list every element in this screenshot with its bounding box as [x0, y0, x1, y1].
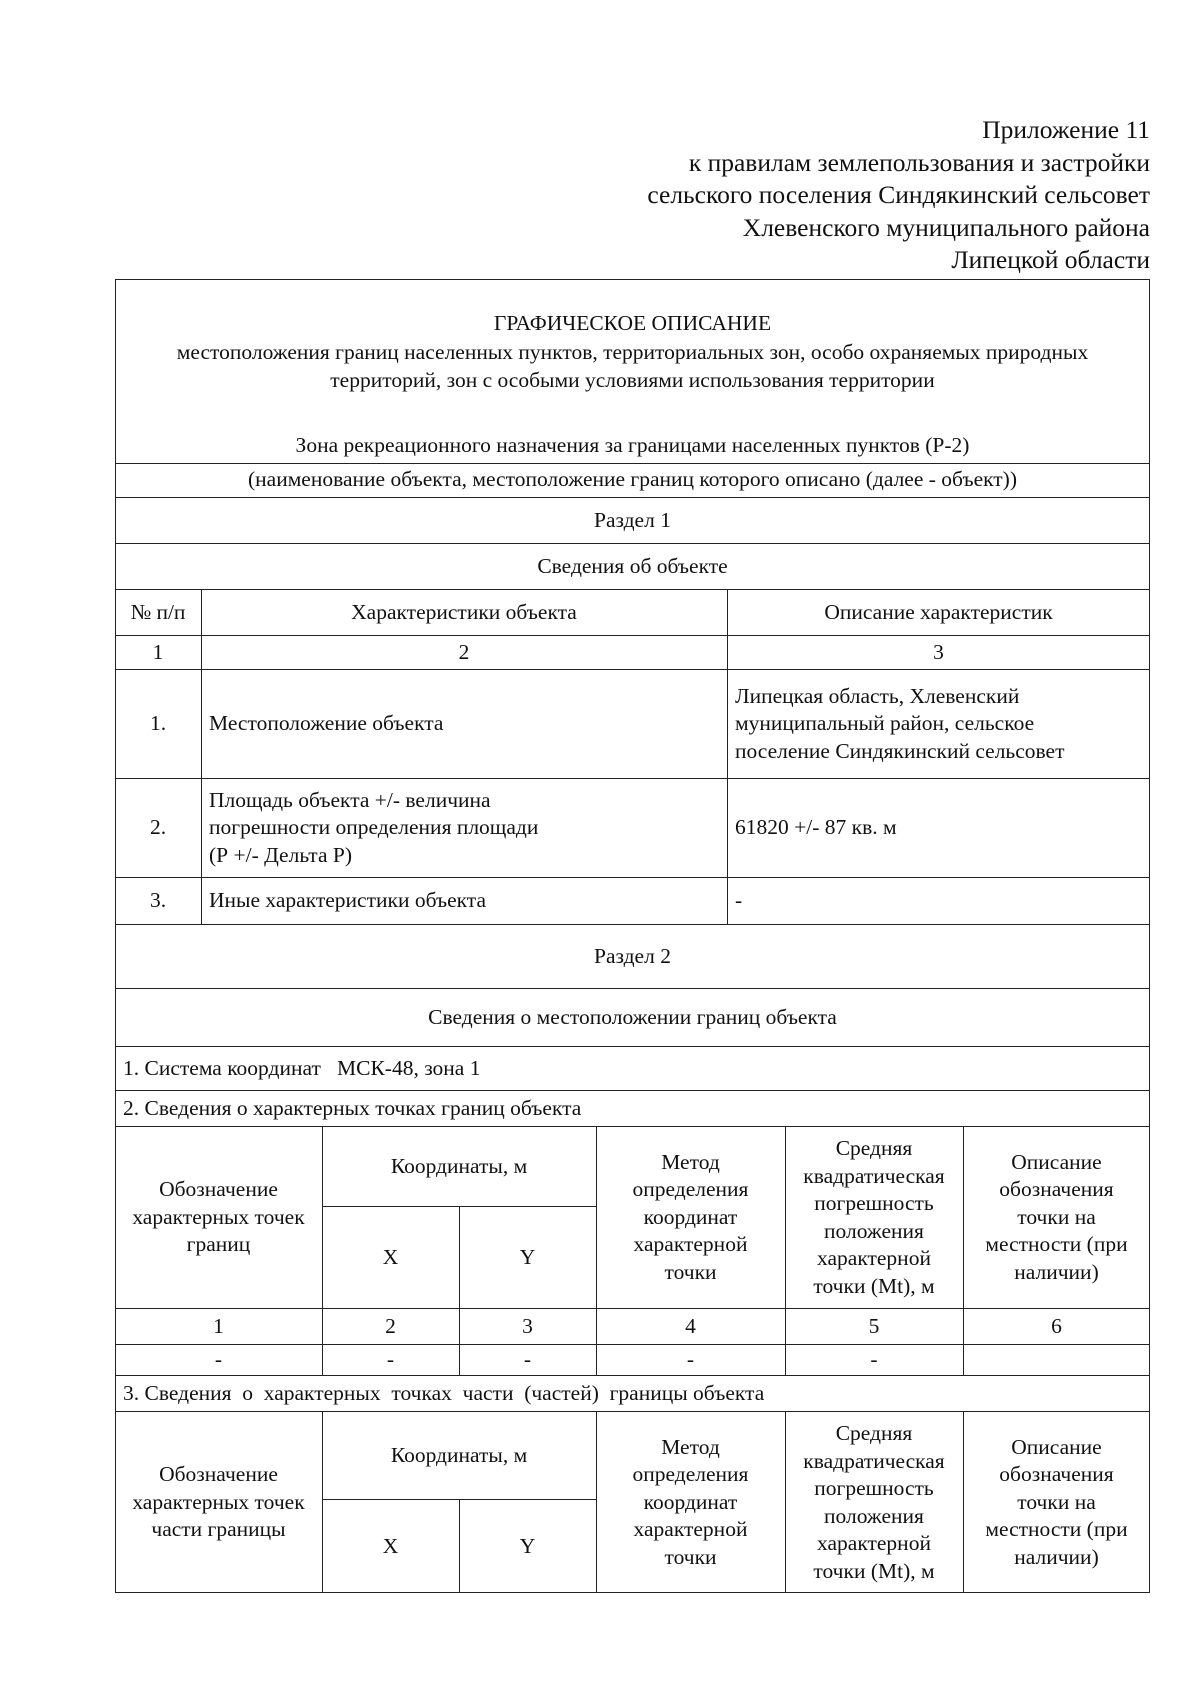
- parts-col-coords: Координаты, м: [390, 1442, 528, 1467]
- row-characteristic-line: погрешности определения площади: [209, 815, 539, 840]
- column-header-characteristics: Характеристики объекта: [351, 599, 577, 624]
- header-line: точки (Mt), м: [813, 1273, 935, 1298]
- row-characteristic-line: Площадь объекта +/- величина: [209, 787, 491, 812]
- header-line: точки на: [1017, 1489, 1096, 1514]
- header-line: точки: [664, 1544, 717, 1569]
- parts-title-text: 3. Сведения о характерных точках части (частей) границы объекта: [123, 1380, 765, 1405]
- header-line: Описание: [1011, 1434, 1102, 1459]
- table-cell: -: [386, 1347, 395, 1372]
- column-number: 3: [522, 1313, 533, 1338]
- column-number: 2: [385, 1313, 396, 1338]
- header-line: точки на: [1017, 1204, 1096, 1229]
- column-number: 1: [152, 639, 164, 664]
- form-subtitle-line: местоположения границ населенных пунктов, территориальных зон, особо охраняемых природных: [176, 340, 1089, 364]
- column-header-description: Описание характеристик: [824, 599, 1053, 624]
- header-line: обозначения: [999, 1177, 1114, 1202]
- form-subtitle-line: территорий, зон с особыми условиями использования территории: [330, 368, 935, 392]
- header-line: определения: [632, 1177, 749, 1202]
- table-cell: [963, 1345, 1150, 1375]
- column-number: 3: [933, 639, 944, 664]
- header-line: границ: [186, 1232, 251, 1257]
- points-col-description: [963, 1127, 1150, 1308]
- header-line: обозначения: [999, 1462, 1114, 1487]
- column-header-number: № п/п: [130, 599, 186, 624]
- header-line: характерной: [817, 1246, 931, 1270]
- column-number: 4: [685, 1313, 696, 1338]
- row-characteristic-text: Иные характеристики объекта: [209, 888, 487, 913]
- row-description-line: муниципальный район, сельское: [735, 711, 1035, 736]
- coordinate-system-text: 1. Система координат МСК-48, зона 1: [123, 1055, 481, 1080]
- form-title: ГРАФИЧЕСКОЕ ОПИСАНИЕ: [493, 311, 772, 335]
- header-line: сельского поселения Синдякинский сельсовет: [647, 180, 1150, 209]
- header-line: погрешность: [814, 1191, 934, 1215]
- row-description-text: -: [735, 888, 743, 913]
- header-line: к правилам землепользования и застройки: [688, 147, 1150, 177]
- row-characteristic-text: Местоположение объекта: [209, 711, 444, 736]
- parts-col-error: [785, 1412, 963, 1593]
- header-line: характерной: [633, 1232, 748, 1257]
- table-cell: -: [214, 1347, 223, 1372]
- section2-label: Раздел 2: [594, 943, 671, 968]
- header-line: координат: [643, 1489, 738, 1514]
- row-description: [727, 779, 1150, 877]
- row-description: [727, 670, 1150, 778]
- object-caption: (наименование объекта, местоположение границ которого описано (далее - объект)): [247, 467, 1017, 491]
- table-cell: -: [523, 1347, 532, 1372]
- parts-col-y: Y: [519, 1533, 536, 1558]
- points-col-x: X: [382, 1244, 399, 1269]
- table-cell: -: [870, 1347, 878, 1372]
- row-description-line: поселение Синдякинский сельсовет: [735, 738, 1065, 763]
- header-line: местности (при: [985, 1517, 1128, 1542]
- column-number: 6: [1051, 1313, 1062, 1338]
- header-line: Описание: [1011, 1149, 1102, 1174]
- row-characteristic-line: (Р +/- Дельта Р): [209, 842, 353, 867]
- parts-col-method: [596, 1412, 785, 1593]
- points-col-y: Y: [519, 1244, 536, 1269]
- section1-title: Сведения об объекте: [537, 553, 728, 578]
- row-number: 3.: [149, 888, 167, 913]
- parts-col-x: X: [382, 1533, 399, 1558]
- row-characteristic: [201, 779, 727, 877]
- header-line: квадратическая: [803, 1448, 945, 1473]
- table-cell: -: [686, 1347, 695, 1372]
- header-line: Липецкой области: [951, 245, 1150, 274]
- header-line: Приложение 11: [982, 115, 1150, 144]
- header-line: точки: [664, 1259, 717, 1284]
- header-line: Обозначение: [159, 1177, 278, 1202]
- header-line: Средняя: [835, 1421, 913, 1445]
- points-title: [115, 1091, 1150, 1126]
- points-col-method: [596, 1127, 785, 1308]
- row-number: 1.: [149, 711, 167, 736]
- divider: [115, 463, 1150, 464]
- column-number: 1: [213, 1313, 224, 1338]
- header-line: наличии): [1014, 1544, 1099, 1569]
- header-line: положения: [824, 1503, 924, 1528]
- header-line: характерной: [633, 1517, 748, 1542]
- header-line: Метод: [661, 1434, 720, 1459]
- object-name: Зона рекреационного назначения за границами населенных пунктов (Р-2): [295, 433, 970, 457]
- header-line: квадратическая: [803, 1163, 945, 1188]
- parts-col-description: [963, 1412, 1150, 1593]
- row-description: [727, 878, 1150, 924]
- row-characteristic: [201, 878, 727, 924]
- header-line: положения: [824, 1218, 924, 1243]
- points-col-error: [785, 1127, 963, 1308]
- document-header: [560, 114, 1150, 277]
- parts-col-designation: [115, 1412, 322, 1593]
- coordinate-system: [115, 1047, 1150, 1090]
- header-line: погрешность: [814, 1476, 934, 1500]
- row-description-line: Липецкая область, Хлевенский: [735, 683, 1020, 708]
- header-line: Хлевенского муниципального района: [742, 212, 1150, 242]
- header-line: координат: [643, 1204, 738, 1229]
- row-description-text: 61820 +/- 87 кв. м: [735, 815, 897, 840]
- row-characteristic: [201, 670, 727, 778]
- header-line: части границы: [151, 1517, 286, 1542]
- header-line: наличии): [1014, 1259, 1099, 1284]
- header-line: Средняя: [835, 1136, 913, 1160]
- header-line: определения: [632, 1462, 749, 1487]
- header-line: точки (Mt), м: [813, 1558, 935, 1583]
- points-col-designation: [115, 1127, 322, 1308]
- points-col-coords: Координаты, м: [390, 1153, 528, 1178]
- header-line: характерных точек: [132, 1489, 305, 1514]
- header-line: характерных точек: [132, 1204, 305, 1229]
- header-line: Метод: [661, 1149, 720, 1174]
- column-number: 5: [868, 1313, 880, 1338]
- header-line: Обозначение: [159, 1462, 278, 1487]
- column-number: 2: [458, 639, 470, 664]
- row-number: 2.: [149, 815, 167, 840]
- header-line: местности (при: [985, 1232, 1128, 1257]
- points-title-text: 2. Сведения о характерных точках границ объекта: [123, 1095, 582, 1120]
- header-line: характерной: [817, 1531, 931, 1555]
- section2-title: Сведения о местоположении границ объекта: [428, 1004, 837, 1029]
- section1-label: Раздел 1: [594, 507, 671, 532]
- parts-title: [115, 1376, 1150, 1411]
